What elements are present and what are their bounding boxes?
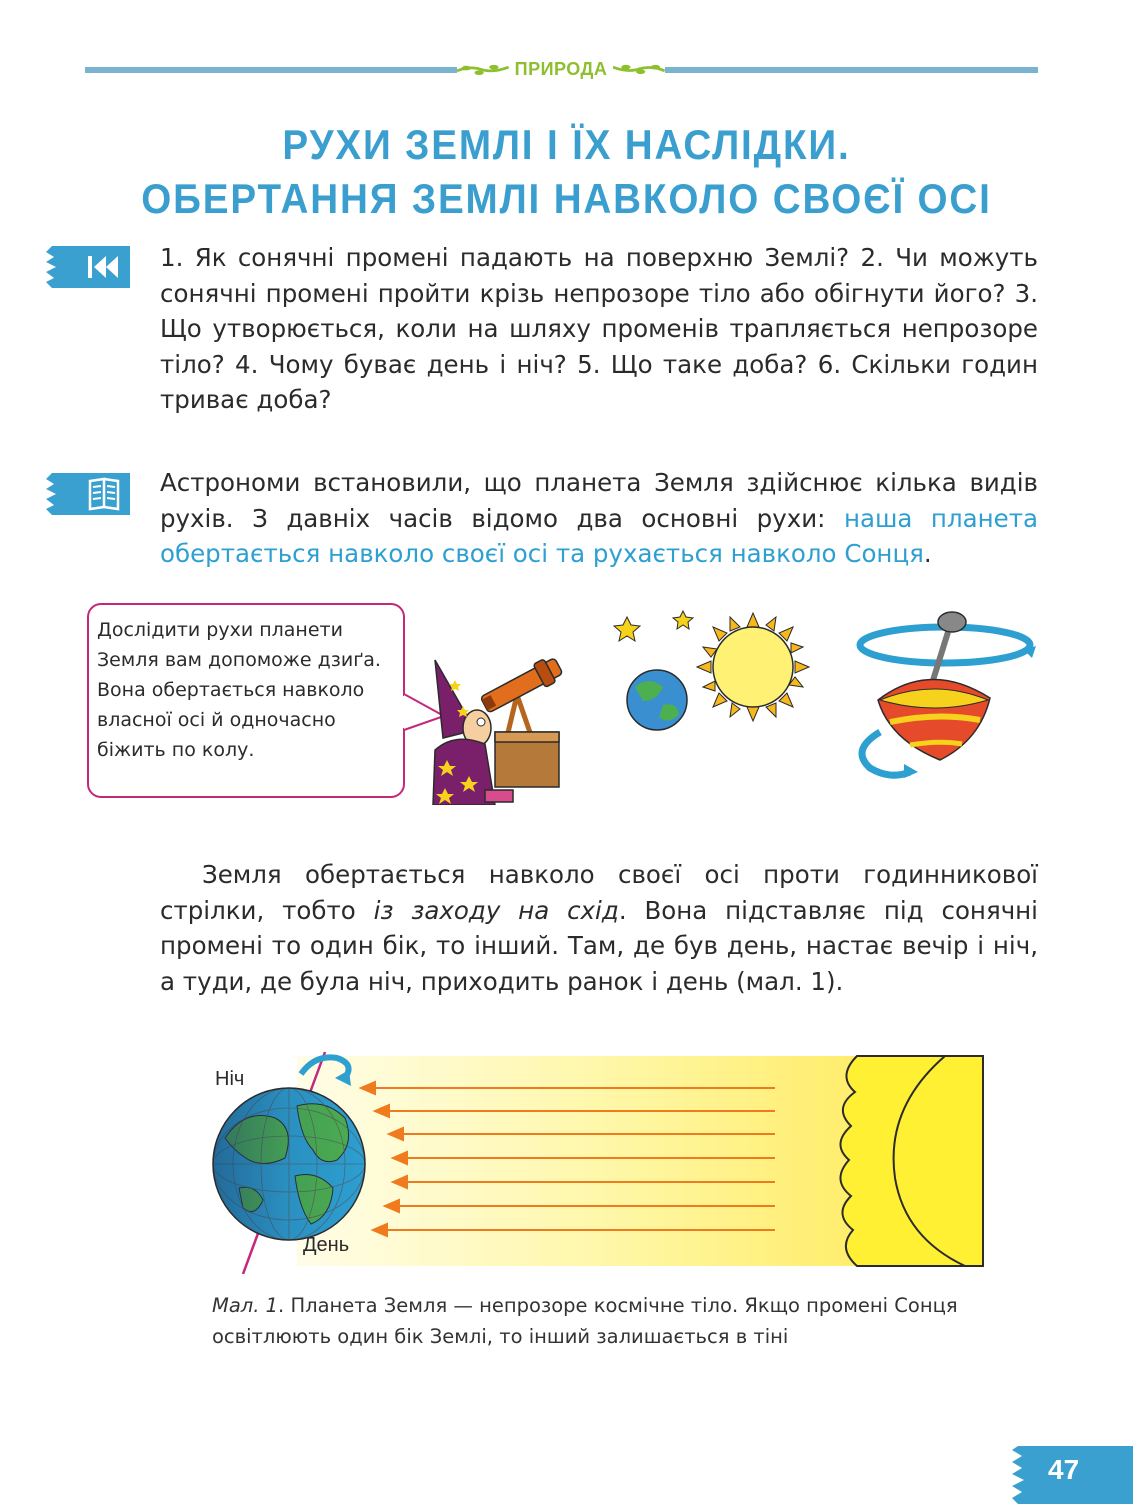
sun-icon (697, 613, 809, 721)
section-label: ПРИРОДА (514, 58, 608, 79)
earth-small-icon (627, 670, 687, 730)
figure-caption (212, 1290, 992, 1352)
sun-earth-illustration (605, 605, 850, 735)
night-label: Ніч (215, 1068, 245, 1090)
page-number: 47 (1048, 1454, 1080, 1485)
leaf-ornament-right-icon (613, 61, 665, 77)
book-icon (44, 469, 134, 519)
header-rule-right (665, 67, 1038, 73)
page-number-badge (1012, 1446, 1133, 1504)
page-title-line-1: РУХИ ЗЕМЛІ І ЇХ НАСЛІДКИ. (282, 121, 851, 168)
body-text: Земля обертається навколо своєї осі проти годинникової стрілки, тобто (160, 860, 1038, 925)
intro-text: Астрономи встановили, що планета Земля здійснює кілька видів рухів. З давніх часів відомо два основні рухи: (160, 468, 1038, 533)
page-title-line-2: ОБЕРТАННЯ ЗЕМЛІ НАВКОЛО СВОЄЇ ОСІ (141, 175, 992, 222)
body-paragraph (160, 857, 1038, 999)
caption-text: . Планета Земля — непрозоре космічне тіло. Якщо промені Сонця освітлюють один бік Землі, то інший залишається в тіні (212, 1294, 958, 1348)
caption-lead: Мал. 1 (212, 1294, 279, 1317)
body-italic: із заходу на схід (373, 895, 619, 925)
review-questions: 1. Як сонячні промені падають на поверхню Землі? 2. Чи можуть сонячні промені пройти крізь непрозоре тіло або обігнути його? 3. Що утворюється, коли на шляху променів трапляється непрозоре тіло? 4. Чому буває день і ніч? 5. Що таке доба? 6. Скільки годин триває доба? (160, 243, 1038, 414)
leaf-ornament-left-icon (457, 61, 509, 77)
rewind-icon (44, 242, 134, 292)
body-text-end: . Вона підставляє під сонячні промені то один бік, то інший. Там, де був день, настає вечір і ніч, а туди, де була ніч, приходить ранок і день (мал. 1). (160, 895, 1038, 996)
header-rule-left (85, 67, 457, 73)
callout-text: Дослідити рухи планети Земля вам допоможе дзиґа. Вона обертається навколо власної осі й одночасно біжить по колу. (97, 619, 381, 761)
spinning-top-icon (850, 600, 1040, 785)
day-label: День (303, 1234, 350, 1256)
section-tag (457, 55, 665, 83)
astronomer-illustration-icon (425, 640, 565, 805)
callout-box (87, 603, 405, 798)
star-icon (614, 611, 693, 641)
intro-highlight: наша планета обертається навколо своєї осі та рухається навколо Сонця (160, 503, 1038, 568)
earth-globe-icon (213, 1088, 365, 1240)
intro-text-end: . (923, 539, 932, 568)
intro-paragraph (160, 465, 1038, 572)
